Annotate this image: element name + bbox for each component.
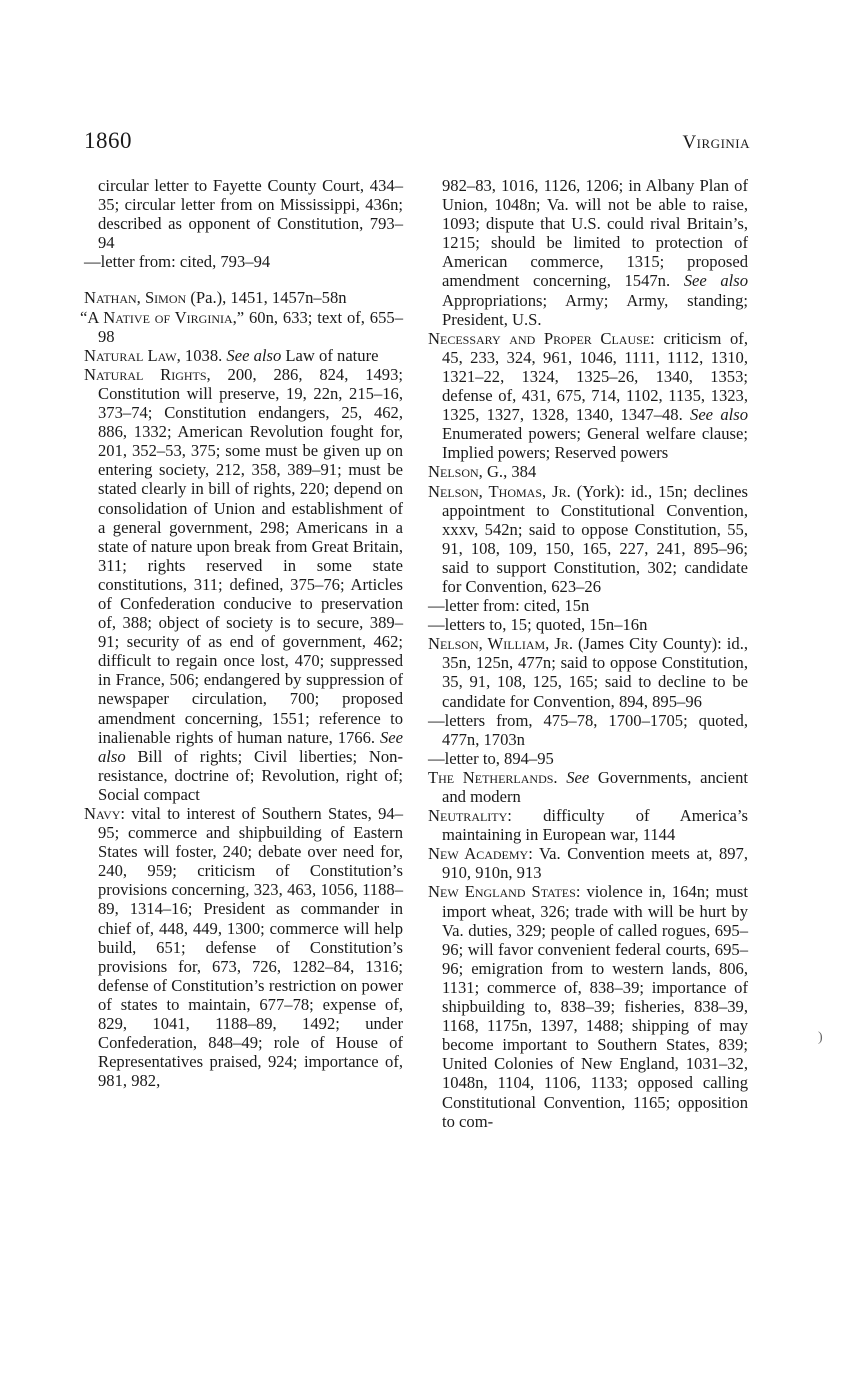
entry-heading: Necessary and Proper Clause:: [428, 328, 655, 348]
index-entry: New England States: violence in, 164n; must import wheat, 326; trade with will be hurt by Va. duties, 329; people of called rogues, 695–96; will favor convenient federal courts, 695–96; emigration from to western lands, 806, 1131; commerce of, 838–39; importance of shipbuilding to, 838–39; fisheries, 838–39, 1168, 1175n, 1397, 1488; shipping of may become important to Southern States, 839; United Colonies of New England, 1031–32, 1048n, 1104, 1106, 1133; opposed calling Constitutional Convention, 1165; opposition to com-: [428, 882, 748, 1131]
index-entry: Neutrality: difficulty of America’s maintaining in European war, 1144: [428, 806, 748, 845]
index-subentry: —letter from: cited, 15n: [428, 596, 590, 616]
entry-heading: New Academy:: [428, 844, 533, 864]
running-title: Virginia: [682, 132, 750, 153]
index-entry: Natural Law, 1038. See also Law of nature: [84, 345, 379, 365]
index-entry: 982–83, 1016, 1126, 1206; in Albany Plan of Union, 1048n; Va. will not be able to raise, 1093; dispute that U.S. could rival Britain’s, 1215; should be limited to protection of American commerce, 1315; proposed amendment concerning, 1547n. See also Appropriations; Army; Army, standing; President, U.S.: [442, 176, 748, 329]
index-subentry: —letter from: cited, 793–94: [84, 252, 271, 272]
index-entry: Navy: vital to interest of Southern States, 94–95; commerce and shipbuilding of Eastern States will foster, 240; debate over need for, 240, 959; criticism of Constitution’s provisions concerning, 323, 463, 1056, 1188–89, 1314–16; President as commander in chief of, 448, 449, 1300; commerce will help build, 651; defense of Constitution’s provisions for, 673, 726, 1282–84, 1316; defense of Constitution’s restriction on power of states to maintain, 677–78; expense of, 829, 1041, 1188–89, 1492; under Confederation, 848–49; role of House of Representatives praised, 924; importance of, 981, 982,: [84, 804, 403, 1091]
entry-heading: Nathan, Simon: [84, 288, 187, 308]
right-column: [428, 176, 748, 1131]
entry-heading: Natural Law,: [84, 345, 181, 365]
index-subentry: —letters from, 475–78, 1700–1705; quoted, 477n, 1703n: [428, 710, 748, 749]
index-subentry: —letters to, 15; quoted, 15n–16n: [428, 615, 648, 635]
entry-heading: Nelson, William, Jr.: [428, 634, 573, 654]
page-number: 1860: [84, 128, 132, 153]
entry-heading: Natural Rights,: [84, 364, 211, 384]
index-subentry: —letter to, 894–95: [428, 748, 554, 768]
index-entry: Nelson, Thomas, Jr. (York): id., 15n; declines appointment to Constitutional Convention, xxxv, 542n; said to oppose Constitution, 55, 91, 108, 109, 150, 165, 227, 241, 895–96; said to support Constitution, 302; candidate for Convention, 623–26: [428, 481, 748, 596]
entry-heading: “A Native of Virginia,”: [80, 307, 245, 327]
entry-heading: The Netherlands.: [428, 767, 558, 787]
index-entry: The Netherlands. See Governments, ancient and modern: [428, 767, 748, 806]
index-entry: Natural Rights, 200, 286, 824, 1493; Constitution will preserve, 19, 22n, 215–16, 373–74; Constitution endangers, 25, 462, 886, 1332; American Revolution fought for, 201, 352–53, 375; some must be given up on entering society, 212, 358, 389–91; must be stated clearly in bill of rights, 220; depend on consolidation of Union and establishment of a general government, 298; Americans in a state of nature upon break from Great Britain, 311; rights reserved in some state constitutions, 311; defined, 375–76; Articles of Confederation conducive to preservation of, 388; object of society is to secure, 389–91; security of as end of government, 462; difficult to regain once lost, 470; suppressed in France, 506; endangered by suppression of newspaper circulation, 700; proposed amendment concerning, 1551; reference to inalienable rights of human nature, 1766. See also Bill of rights; Civil liberties; Non-resistance, doctrine of; Revolution, right of; Social compact: [84, 364, 404, 804]
entry-heading: Nelson, Thomas, Jr.: [428, 481, 571, 501]
left-column: [80, 176, 404, 1091]
index-entry: Nathan, Simon (Pa.), 1451, 1457n–58n: [84, 288, 347, 308]
margin-mark: ): [818, 1030, 823, 1045]
index-entry: New Academy: Va. Convention meets at, 897, 910, 910n, 913: [428, 844, 749, 883]
entry-heading: New England States:: [428, 882, 581, 902]
entry-heading: Nelson, G.,: [428, 462, 508, 482]
index-entry: Nelson, G., 384: [428, 462, 537, 482]
index-entry: Nelson, William, Jr. (James City County): id., 35n, 125n, 477n; said to oppose Constitution, 35, 91, 108, 125, 165; said to decline to be candidate for Convention, 894, 895–96: [428, 634, 748, 711]
index-entry: Necessary and Proper Clause: criticism of, 45, 233, 324, 961, 1046, 1111, 1112, 1310, 1321–22, 1324, 1325–26, 1340, 1353; defense of, 431, 675, 714, 1102, 1135, 1323, 1325, 1327, 1328, 1340, 1347–48. See also Enumerated powers; General welfare clause; Implied powers; Reserved powers: [428, 328, 748, 463]
index-entry: circular letter to Fayette County Court, 434–35; circular letter from on Mississippi, 436n; described as opponent of Constitution, 793–94: [98, 176, 403, 253]
entry-heading: Neutrality:: [428, 806, 512, 826]
entry-heading: Navy:: [84, 804, 126, 823]
index-entry: “A Native of Virginia,” 60n, 633; text of, 655–98: [80, 307, 403, 346]
